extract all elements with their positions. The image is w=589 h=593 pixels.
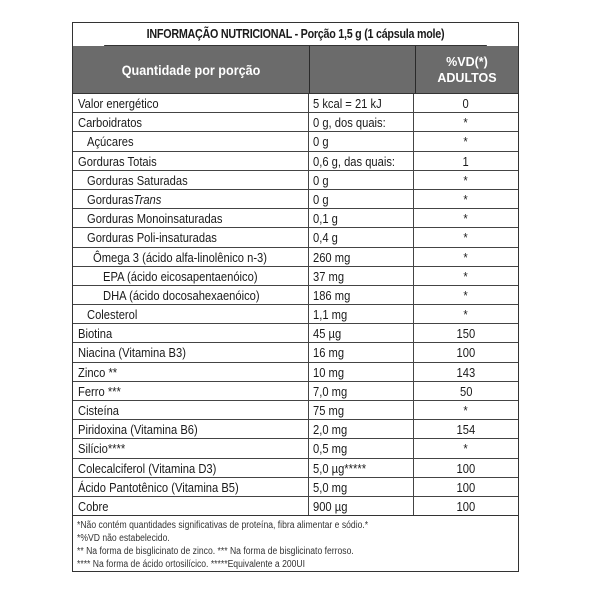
table-row <box>73 439 518 458</box>
nutrient-daily-value: * <box>463 249 469 265</box>
footnote-line: **** Na forma de ácido ortosilícico. *****Equivalente a 200UI <box>77 559 306 571</box>
nutrient-daily-value: * <box>463 134 469 150</box>
nutrient-name: Gorduras Poli-insaturadas <box>73 228 309 246</box>
table-row <box>73 401 518 420</box>
nutrient-name: Gorduras Monoinsaturadas <box>73 209 309 227</box>
table-row <box>73 286 518 305</box>
nutrient-daily-value: 0 <box>462 96 470 111</box>
nutrient-daily-value: 50 <box>459 383 473 399</box>
nutrient-daily-value: 100 <box>456 345 476 361</box>
header-vd-line1: %VD(*) <box>446 54 488 69</box>
nutrient-name: Cisteína <box>73 401 309 419</box>
nutrient-name: Carboidratos <box>73 113 309 131</box>
nutrient-name: Ômega 3 (ácido alfa-linolênico n-3) <box>73 248 309 266</box>
table-row <box>73 324 518 343</box>
table-row <box>73 267 518 286</box>
nutrient-quantity: 37 mg <box>309 267 414 285</box>
nutrient-name: Colesterol <box>73 305 309 323</box>
nutrient-daily-value: 100 <box>456 460 476 476</box>
nutrient-name: GordurasTrans <box>73 190 309 208</box>
nutrient-name: Colecalciferol (Vitamina D3) <box>73 459 309 477</box>
nutrient-daily-value: * <box>463 230 469 246</box>
nutrient-name: Valor energético <box>73 94 309 112</box>
table-header <box>73 46 518 94</box>
nutrient-quantity: 5,0 µg***** <box>309 459 414 477</box>
table-title: INFORMAÇÃO NUTRICIONAL - Porção 1,5 g (1 cápsula mole) <box>104 23 487 46</box>
nutrient-name: Niacina (Vitamina B3) <box>73 343 309 361</box>
nutrient-daily-value: * <box>463 115 469 131</box>
header-daily-value <box>416 46 518 93</box>
nutrient-daily-value: * <box>463 307 469 323</box>
nutrient-name: Zinco ** <box>73 363 309 381</box>
nutrient-daily-value: * <box>463 211 469 227</box>
nutrient-daily-value: 100 <box>456 479 476 495</box>
nutrient-daily-value: 154 <box>456 422 476 438</box>
table-row <box>73 228 518 247</box>
nutrition-facts-table <box>72 22 519 572</box>
nutrient-rows <box>73 94 518 516</box>
nutrient-name: Gorduras Totais <box>73 152 309 170</box>
nutrient-quantity: 2,0 mg <box>309 420 414 438</box>
header-vd-line2: ADULTOS <box>437 70 497 85</box>
footnote-line: ** Na forma de bisglicinato de zinco. *** Na forma de bisglicinato ferroso. <box>77 546 354 558</box>
nutrient-quantity: 0 g <box>309 171 414 189</box>
footnotes <box>73 516 518 571</box>
footnote-line: *%VD não estabelecido. <box>77 533 170 545</box>
nutrient-daily-value: 150 <box>456 326 476 342</box>
nutrient-daily-value: * <box>463 403 469 418</box>
table-row <box>73 248 518 267</box>
table-row <box>73 113 518 132</box>
nutrient-quantity: 0,1 g <box>309 209 414 227</box>
nutrient-daily-value: * <box>463 191 469 207</box>
nutrient-name: EPA (ácido eicosapentaenóico) <box>73 267 309 285</box>
nutrient-quantity: 45 µg <box>309 324 414 342</box>
nutrient-daily-value: 143 <box>456 364 476 380</box>
table-row <box>73 152 518 171</box>
table-row <box>73 382 518 401</box>
nutrient-quantity: 75 mg <box>309 401 414 419</box>
table-row <box>73 190 518 209</box>
nutrient-quantity: 7,0 mg <box>309 382 414 400</box>
nutrient-daily-value: 100 <box>456 498 476 514</box>
nutrient-daily-value: * <box>463 441 469 457</box>
nutrient-quantity: 0 g <box>309 132 414 150</box>
nutrient-daily-value: * <box>463 172 469 188</box>
nutrient-name-italic: Trans <box>133 191 162 207</box>
nutrient-name: Piridoxina (Vitamina B6) <box>73 420 309 438</box>
nutrient-name: Silício**** <box>73 439 309 457</box>
nutrient-quantity: 16 mg <box>309 343 414 361</box>
nutrient-quantity: 0,5 mg <box>309 439 414 457</box>
nutrient-name: Gorduras Saturadas <box>73 171 309 189</box>
table-row <box>73 478 518 497</box>
table-row <box>73 171 518 190</box>
nutrient-daily-value: 1 <box>462 153 470 169</box>
nutrient-name: Ácido Pantotênico (Vitamina B5) <box>73 478 309 496</box>
nutrient-quantity: 900 µg <box>309 497 414 515</box>
nutrient-quantity: 5,0 mg <box>309 478 414 496</box>
table-row <box>73 497 518 516</box>
table-row <box>73 363 518 382</box>
nutrient-daily-value: * <box>463 268 469 284</box>
table-row <box>73 209 518 228</box>
nutrient-name: Cobre <box>73 497 309 515</box>
nutrient-quantity: 10 mg <box>309 363 414 381</box>
nutrient-quantity: 260 mg <box>309 248 414 266</box>
nutrient-quantity: 1,1 mg <box>309 305 414 323</box>
header-quantity-per-serving: Quantidade por porção <box>73 46 310 93</box>
nutrient-quantity: 0,4 g <box>309 228 414 246</box>
nutrient-name: Biotina <box>73 324 309 342</box>
table-row <box>73 459 518 478</box>
nutrient-quantity: 0 g <box>309 190 414 208</box>
nutrient-quantity: 186 mg <box>309 286 414 304</box>
nutrient-quantity: 0 g, dos quais: <box>309 113 414 131</box>
header-quantity-column <box>310 46 416 93</box>
footnote-line: *Não contém quantidades significativas de proteína, fibra alimentar e sódio.* <box>77 520 369 532</box>
table-row <box>73 305 518 324</box>
table-row <box>73 94 518 113</box>
nutrient-name: Ferro *** <box>73 382 309 400</box>
table-row <box>73 420 518 439</box>
table-row <box>73 132 518 151</box>
nutrient-quantity: 5 kcal = 21 kJ <box>309 94 414 112</box>
table-row <box>73 343 518 362</box>
nutrient-name: DHA (ácido docosahexaenóico) <box>73 286 309 304</box>
nutrient-name: Açúcares <box>73 132 309 150</box>
nutrient-quantity: 0,6 g, das quais: <box>309 152 414 170</box>
nutrient-daily-value: * <box>463 287 469 303</box>
